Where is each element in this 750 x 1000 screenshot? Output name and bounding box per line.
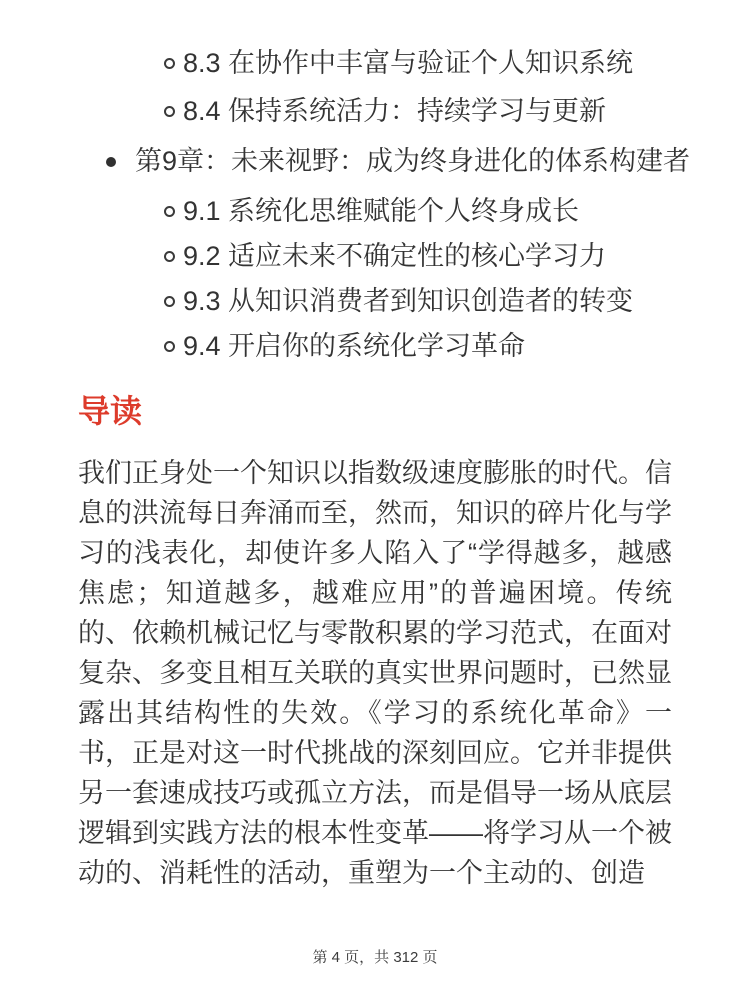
toc-subitem <box>78 237 672 275</box>
toc-subitem <box>78 92 672 130</box>
body-paragraph: 我们正身处一个知识以指数级速度膨胀的时代。信息的洪流每日奔涌而至，然而，知识的碎片化与学习的浅表化，却使许多人陷入了“学得越多，越感焦虑；知道越多，越难应用”的普遍困境。传统的、依赖机械记忆与零散积累的学习范式，在面对复杂、多变且相互关联的真实世界问题时，已然显露出其结构性的失效。《学习的系统化革命》一书，正是对这一时代挑战的深刻回应。它并非提供另一套速成技巧或孤立方法，而是倡导一场从底层逻辑到实践方法的根本性变革——将学习从一个被动的、消耗性的活动，重塑为一个主动的、创造 <box>78 458 672 888</box>
circle-bullet-icon <box>164 251 175 262</box>
toc-subitem-label: 8.4 保持系统活力：持续学习与更新 <box>183 96 607 126</box>
toc-subitem <box>78 282 672 320</box>
toc-chapter8-subitems <box>78 44 672 130</box>
circle-bullet-icon <box>164 106 175 117</box>
toc-subitem <box>78 44 672 82</box>
toc-subitem <box>78 192 672 230</box>
section-heading: 导读 <box>78 393 143 429</box>
toc-subitem-label: 9.2 适应未来不确定性的核心学习力 <box>183 241 607 271</box>
toc-subitem-label: 9.3 从知识消费者到知识创造者的转变 <box>183 286 634 316</box>
toc-subitem-label: 9.4 开启你的系统化学习革命 <box>183 331 526 361</box>
toc-subitem <box>78 327 672 365</box>
page-indicator: 第 4 页，共 312 页 <box>312 949 438 966</box>
toc-subitem-label: 9.1 系统化思维赋能个人终身成长 <box>183 196 580 226</box>
disc-bullet-icon <box>106 157 116 167</box>
toc-chapter9-item <box>78 142 691 180</box>
circle-bullet-icon <box>164 58 175 69</box>
circle-bullet-icon <box>164 341 175 352</box>
toc-chapter9-subitems <box>78 192 672 365</box>
toc-chapter-item <box>78 142 690 180</box>
toc-subitem-label: 8.3 在协作中丰富与验证个人知识系统 <box>183 48 634 78</box>
circle-bullet-icon <box>164 206 175 217</box>
toc-chapter-label: 第9章：未来视野：成为终身进化的体系构建者 <box>135 146 691 176</box>
circle-bullet-icon <box>164 296 175 307</box>
